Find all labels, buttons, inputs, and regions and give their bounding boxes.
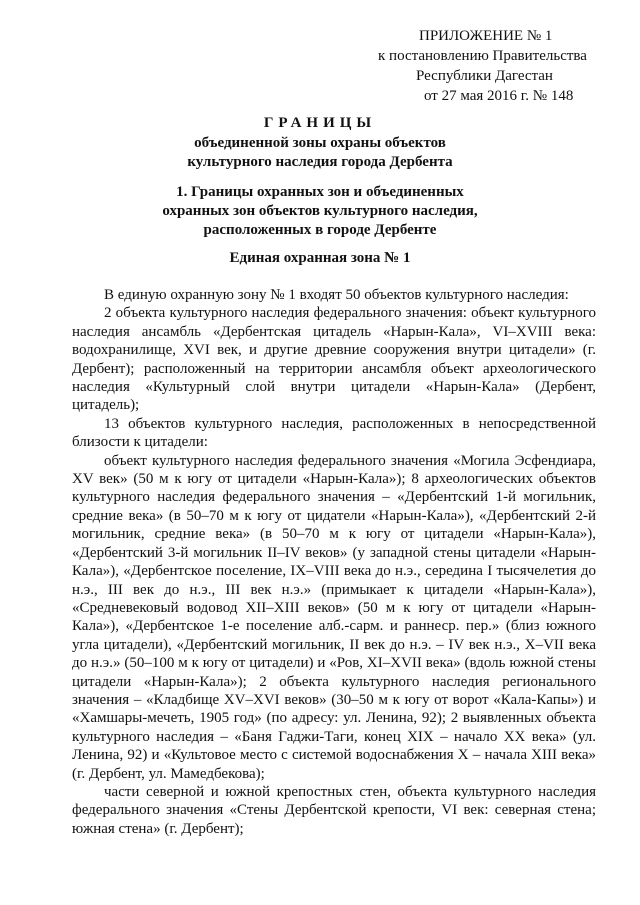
subtitle-line-2: культурного наследия города Дербента (187, 154, 453, 170)
document-body (72, 286, 596, 838)
annex-republic: Республики Дагестан (416, 68, 553, 84)
annex-title: ПРИЛОЖЕНИЕ № 1 (419, 28, 553, 44)
document-subtitle (0, 134, 640, 172)
subtitle-line-1: объединенной зоны охраны объектов (194, 135, 446, 151)
zone-heading: Единая охранная зона № 1 (229, 250, 411, 266)
section-line-1: 1. Границы охранных зон и объединенных (176, 184, 464, 200)
paragraph: 2 объекта культурного наследия федерального значения: объект культурного наследия ансамбль «Дербентская цитадель «Нарын-Кала», VI–XVIII века: водохранилище, XVI век, и другие древние сооружения внутри цитадели» (г. Дербент); расположенный на территории ансамбля объект археологического наследия «Культурный слой внутри цитадели «Нарын-Кала» (Дербент, цитадель); (72, 305, 596, 414)
paragraph: 13 объектов культурного наследия, расположенных в непосредственной близости к цитадели: (72, 415, 596, 451)
section-line-2: охранных зон объектов культурного наследия, (162, 203, 478, 219)
annex-block (378, 26, 608, 106)
annex-resolution: к постановлению Правительства (378, 48, 587, 64)
section-heading (0, 183, 640, 240)
section-line-3: расположенных в городе Дербенте (203, 222, 437, 238)
paragraph: объект культурного наследия федерального значения «Могила Эсфендиара, XV век» (50 м к югу от цитадели «Нарын-Кала»); 8 археологических объектов культурного наследия федерального значения – «Дербентский 1-й могильник, средние века» (в 50–70 м к югу от цидатели «Нарын-Кала»), «Дербентский 2-й могильник, средние века» (в 50–70 м к югу от цитадели «Нарын-Кала»), «Дербентский 3-й могильник II–IV веков» (у западной стены цитадели «Нарын-Кала»), «Дербентское поселение, IX–VIII века до н.э., середина I тысячелетия до н.э., III век до н.э., III век н.э.» (примыкает к цитадели «Нарын-Кала»), «Средневековый водовод XII–XIII веков» (50 м к югу от цитадели «Нарын-Кала»), «Дербентское 1-е поселение алб.-сарм. и раннеср. пер.» (близ южного угла цитадели), «Дербентский могильник, II век до н.э. – IV век н.э., X–VII века до н.э.» (50–100 м к югу от цитадели) и «Ров, XI–XVII века» (вдоль южной стены цитадели «Нарын-Кала»); 2 объекта культурного наследия регионального значения – «Кладбище XV–XVI веков» (30–50 м к югу от ворот «Кала-Капы») и «Хамшары-мечеть, 1905 год» (по адресу: ул. Ленина, 92); 2 выявленных объекта культурного наследия – «Баня Гаджи-Таги, конец XIX – начало XX века» (ул. Ленина, 92) и «Культовое место с системой водоснабжения X – начала XIII века» (г. Дербент, ул. Мамедбекова); (72, 452, 596, 782)
paragraph: части северной и южной крепостных стен, объекта культурного наследия федерального значения «Стены Дербентской крепости, VI век: северная стена; южная стена» (г. Дербент); (72, 783, 596, 837)
annex-date: от 27 мая 2016 г. № 148 (424, 88, 574, 104)
paragraph: В единую охранную зону № 1 входят 50 объектов культурного наследия: (104, 287, 569, 303)
document-title: ГРАНИЦЫ (263, 115, 377, 131)
